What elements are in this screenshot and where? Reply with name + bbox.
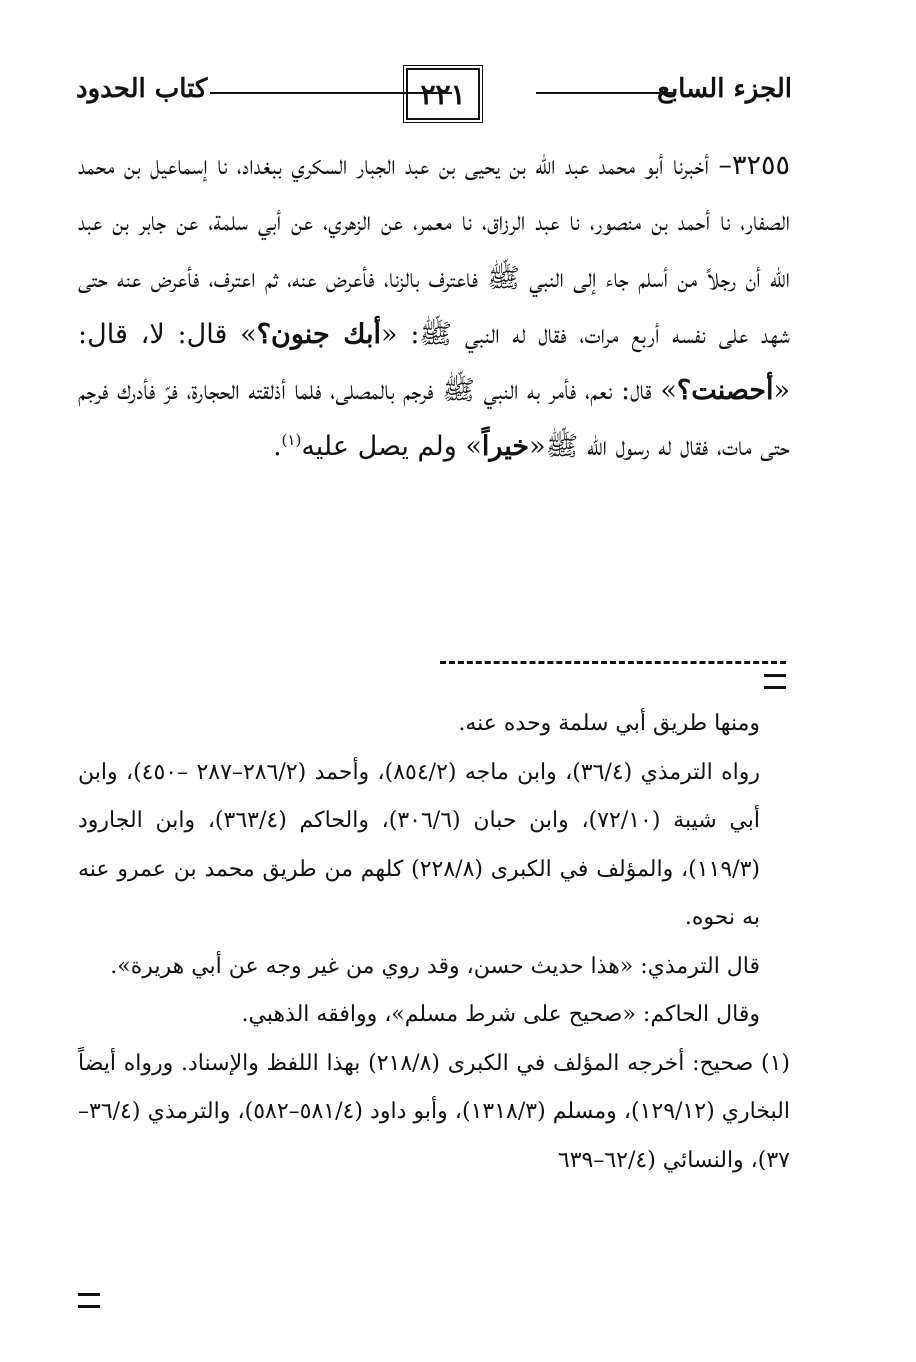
hadith-end: .	[272, 431, 282, 463]
volume-title: الجزء السابع	[657, 74, 792, 104]
hadith-part-3: » قال: نعم، فأمر به النبي ﷺ فرجم بالمصلى، فلما أذلقته الحجارة، فرّ فأدرك فرجم حتى مات، فقال له رسول الله ﷺ«	[78, 375, 790, 463]
note-line: ومنها طريق أبي سلمة وحده عنه.	[458, 711, 760, 736]
continuation-mark-bottom	[78, 1293, 100, 1308]
header-rule-left	[210, 92, 452, 94]
hadith-quote-1: أبك جنون؟	[256, 318, 382, 350]
book-title: كتاب الحدود	[76, 74, 208, 104]
hadith-text	[78, 138, 790, 476]
hadith-part-2: » قال: لا، قال: «	[78, 318, 790, 407]
footnote-ref[interactable]: (١)	[281, 431, 302, 450]
page-number: ٢٢١	[406, 68, 480, 120]
header-rule-right	[536, 92, 674, 94]
note-line: وقال الحاكم: «صحيح على شرط مسلم»، ووافقه الذهبي.	[241, 1002, 760, 1027]
hadith-quote-3: خيراً	[481, 431, 530, 463]
page-header	[76, 62, 792, 122]
hadith-quote-2: أحصنت؟	[676, 375, 774, 407]
note-paragraph: قال الترمذي: «هذا حديث حسن، وقد روي من غير وجه عن أبي هريرة».	[110, 953, 760, 979]
continuation-mark	[764, 674, 786, 689]
hadith-part-1: ٣٢٥٥– أخبرنا أبو محمد عبد الله بن يحيى بن عبد الجبار السكري ببغداد، نا إسماعيل بن محمد الصفار، نا أحمد بن منصور، نا عبد الرزاق، نا معمر، عن الزهري، عن أبي سلمة، عن جابر بن عبد الله أن رجلاً من أسلم جاء إلى النبي ﷺ فاعترف بالزنا، فأعرض عنه، ثم اعترف، فأعرض عنه حتى شهد على نفسه أربع مرات، فقال له النبي ﷺ: «	[78, 150, 790, 350]
footnote-1: (١) صحيح: أخرجه المؤلف في الكبرى (٢١٨/٨) بهذا اللفظ والإسناد. ورواه أيضاً البخاري (١٢٩/١٢)، ومسلم (١٣١٨/٣)، وأبو داود (٥٨١/٤–٥٨٢)، والترمذي (٣٦/٤–٣٧)، والنسائي (٦٢/٤–٦٣٩	[78, 1050, 790, 1173]
footnotes	[78, 700, 790, 1185]
footnote-separator	[440, 661, 786, 664]
hadith-part-4: » ولم يصل عليه	[301, 431, 482, 463]
note-paragraph: رواه الترمذي (٣٦/٤)، وابن ماجه (٨٥٤/٢)، وأحمد (٢٨٦/٢–٢٨٧ –٤٥٠)، وابن أبي شيبة (٧٢/١٠)، وابن حبان (٣٠٦/٦)، والحاكم (٣٦٣/٤)، وابن الجارود (١١٩/٣)، والمؤلف في الكبرى (٢٢٨/٨) كلهم من طريق محمد بن عمرو عنه به نحوه.	[78, 759, 760, 930]
